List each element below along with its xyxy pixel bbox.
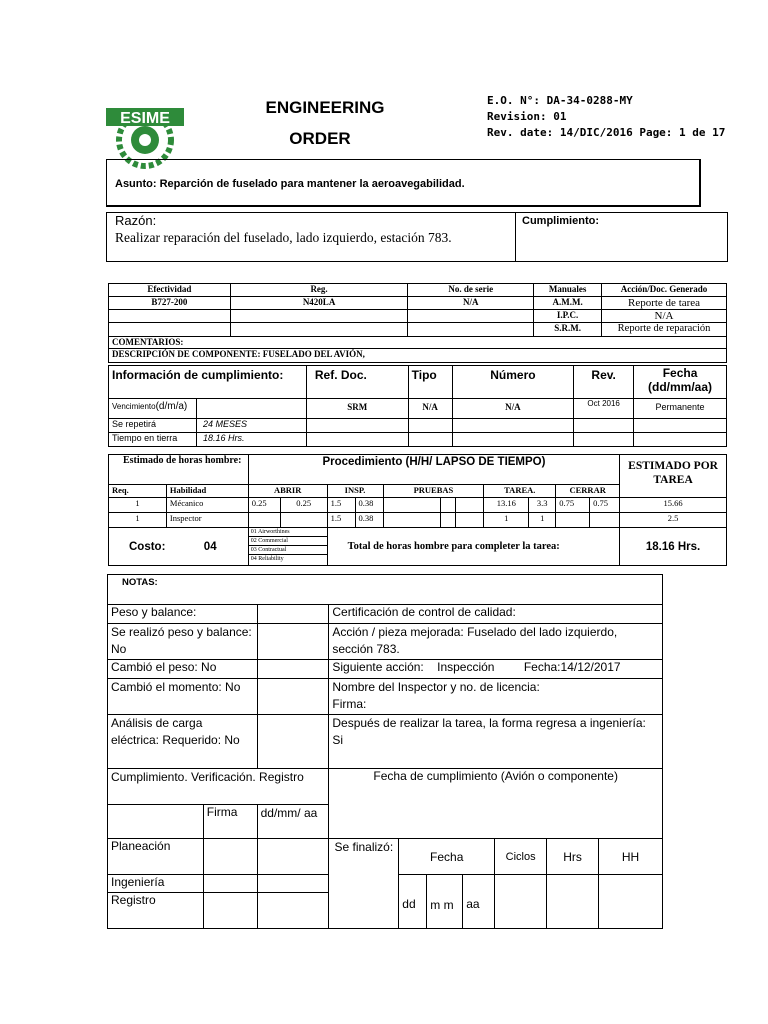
descripcion: DESCRIPCIÓN DE COMPONENTE: FUSELADO DEL AVIÓN, [109,349,727,363]
rev-val: Oct 2016 [574,399,634,419]
siguiente-accion [329,660,663,679]
asunto-box [106,159,701,207]
tipo-val: N/A [408,399,452,419]
blank-cell [230,323,408,337]
row2-t2: 1 [529,513,556,528]
cumplimiento-table [108,365,727,447]
blank-cell [574,419,634,433]
blank-cell [408,310,534,323]
despues-tarea: Después de realizar la tarea, la forma regresa a ingeniería: Si [329,715,663,769]
row1-req: 1 [109,498,167,513]
mm-col: m m [427,875,463,929]
dd-col: dd [399,875,427,929]
nombre-inspector: Nombre del Inspector y no. de licencia: [332,680,540,694]
blank-cell [495,875,547,929]
razon-divider [515,213,516,261]
efectividad-val: B727-200 [109,297,231,310]
row2-p3 [456,513,484,528]
blank-cell [109,310,231,323]
cambio-peso: Cambió el peso: No [108,660,258,679]
fecha-col: Fecha [399,839,495,875]
notas-label: NOTAS: [108,575,663,605]
notes-table [107,574,663,929]
blank-cell [452,433,574,447]
row2-t1: 1 [484,513,529,528]
numero-label: Número [452,366,574,399]
cumpl-verif: Cumplimiento. Verificación. Registro [108,769,329,805]
rev-date: Rev. date: 14/DIC/2016 Page: 1 de 17 [487,126,726,139]
reg-val: N420LA [230,297,408,310]
accion-pieza: Acción / pieza mejorada: Fuselado del lado izquierdo, sección 783. [329,624,663,660]
manual-ipc: I.P.C. [534,310,602,323]
costo-opt-2: 02 Commercial [249,537,327,546]
razon-label: Razón: [115,213,157,228]
row1-c1: 0.75 [556,498,590,513]
svg-text:ESIME: ESIME [120,110,170,127]
ddmmaa-col: dd/mm/ aa [257,805,329,839]
step-cerrar: CERRAR [556,485,620,498]
costo-opts [248,528,327,566]
registro-label: Registro [108,893,204,929]
blank-cell [203,893,257,929]
title-line2: ORDER [289,129,351,148]
info-table [108,283,727,363]
blank-cell [257,715,329,769]
blank-cell [257,660,329,679]
info-cumpl-label: Información de cumplimiento: [109,366,307,399]
asunto-text: Asunto: Reparción de fuselado para mantener la aeroavegabilidad. [115,178,465,190]
costo-val: 04 [203,540,217,553]
blank-cell [257,624,329,660]
row2-c1 [556,513,590,528]
blank-cell [452,419,574,433]
blank-cell [109,323,231,337]
row2-p1 [383,513,441,528]
aa-col: aa [463,875,495,929]
row2-hab: Inspector [166,513,248,528]
se-repetira-val: 24 MESES [196,419,306,433]
vencimiento-val [196,399,306,419]
fecha-sig: Fecha:14/12/2017 [523,660,621,674]
blank-cell [408,433,452,447]
row2-i1: 1.5 [327,513,355,528]
se-realizo: Se realizó peso y balance: No [108,624,258,660]
vencimiento-text: Vencimiento [112,402,156,411]
fecha-val: Permanente [634,399,727,419]
step-tarea: TAREA. [484,485,556,498]
costo-opt-4: 04 Reliability [250,556,284,562]
serie-val: N/A [408,297,534,310]
blank-cell [203,875,257,893]
inspector-cell [329,679,663,715]
accion-3: Reporte de reparación [602,323,727,337]
row1-p3 [456,498,484,513]
blank-cell [306,419,408,433]
hours-table [108,454,727,566]
table-row [109,513,727,528]
cambio-momento: Cambió el momento: No [108,679,258,715]
row2-total: 2.5 [620,513,727,528]
estimado-tarea-label: ESTIMADO POR TAREA [620,455,727,498]
tiempo-tierra-val: 18.16 Hrs. [196,433,306,447]
req-label: Req. [109,485,167,498]
tiempo-tierra-label: Tiempo en tierra [109,433,197,447]
costo-cell [109,528,249,566]
row1-t2: 3.3 [529,498,556,513]
row1-c2: 0.75 [590,498,620,513]
comentarios: COMENTARIOS: [109,337,727,349]
blank-cell [634,419,727,433]
row1-a2: 0.25 [280,498,327,513]
blank-cell [408,323,534,337]
costo-opt-1: 01 Airworthines [249,528,327,537]
row2-a2 [280,513,327,528]
blank-cell [230,310,408,323]
ref-doc-label: Ref. Doc. [306,366,408,399]
blank-cell [547,875,599,929]
se-repetira-label: Se repetirá [109,419,197,433]
blank-cell [257,605,329,624]
rev-label: Rev. [574,366,634,399]
blank-cell [408,419,452,433]
tipo-label: Tipo [408,366,452,399]
blank-cell [306,433,408,447]
row2-req: 1 [109,513,167,528]
revision: Revision: 01 [487,110,567,123]
row1-i2: 0.38 [355,498,383,513]
total-val: 18.16 Hrs. [620,528,727,566]
numero-val: N/A [452,399,574,419]
habilidad-label: Habilidad [166,485,248,498]
step-abrir: ABRIR [248,485,327,498]
vencimiento-unit: (d/m/a) [155,401,188,412]
hh-col: HH [599,839,663,875]
cert-label: Certificación de control de calidad: [329,605,663,624]
planeacion-label: Planeación [108,839,204,875]
se-finalizo: Se finalizó: [329,839,399,929]
manual-amm: A.M.M. [534,297,602,310]
accion-1: Reporte de tarea [602,297,727,310]
procedimiento-label: Procedimiento (H/H/ LAPSO DE TIEMPO) [248,455,619,485]
row1-t1: 13.16 [484,498,529,513]
peso-balance-label: Peso y balance: [108,605,258,624]
blank-cell [599,875,663,929]
hdr-accion: Acción/Doc. Generado [602,284,727,297]
fecha-cumpl: Fecha de cumplimiento (Avión o componente) [329,769,663,839]
row1-p2 [441,498,456,513]
firma-col: Firma [203,805,257,839]
step-pruebas: PRUEBAS [383,485,484,498]
row1-total: 15.66 [620,498,727,513]
sig-accion-val: Inspección [437,660,495,674]
razon-text: Realizar reparación del fuselado, lado izquierdo, estación 783. [115,230,452,245]
row2-a1 [248,513,280,528]
blank-cell [108,805,204,839]
firma-inspector-label: Firma: [332,697,367,711]
costo-label: Costo: [129,540,166,553]
ingenieria-label: Ingeniería [108,875,204,893]
razon-box [106,212,728,262]
blank-cell [257,839,329,875]
row2-c2 [590,513,620,528]
hdr-efectividad: Efectividad [109,284,231,297]
vencimiento-label [109,399,197,419]
blank-cell [257,893,329,929]
hrs-col: Hrs [547,839,599,875]
step-insp: INSP. [327,485,383,498]
hdr-manuales: Manuales [534,284,602,297]
manual-srm: S.R.M. [534,323,602,337]
blank-cell [574,433,634,447]
eo-number: E.O. N°: DA-34-0288-MY [487,94,633,107]
table-row [109,498,727,513]
costo-opt-3: 03 Contractual [249,546,327,555]
sig-accion-label: Siguiente acción: [332,660,424,674]
analisis-carga: Análisis de carga eléctrica: Requerido: No [108,715,258,769]
blank-cell [203,839,257,875]
row1-p1 [383,498,441,513]
row1-i1: 1.5 [327,498,355,513]
row1-hab: Mécanico [166,498,248,513]
accion-2: N/A [602,310,727,323]
hdr-serie: No. de serie [408,284,534,297]
blank-cell [634,433,727,447]
row1-a1: 0.25 [248,498,280,513]
row2-i2: 0.38 [355,513,383,528]
row2-p2 [441,513,456,528]
fecha-label: Fecha (dd/mm/aa) [634,366,727,399]
total-label: Total de horas hombre para completer la tarea: [327,528,620,566]
hdr-reg: Reg. [230,284,408,297]
estimado-horas-label: Estimado de horas hombre: [109,455,249,485]
ciclos-col: Ciclos [495,839,547,875]
cumplimiento-label: Cumplimiento: [522,215,599,227]
title-line1: ENGINEERING [265,98,385,117]
blank-cell [257,875,329,893]
srm-val: SRM [306,399,408,419]
blank-cell [257,679,329,715]
